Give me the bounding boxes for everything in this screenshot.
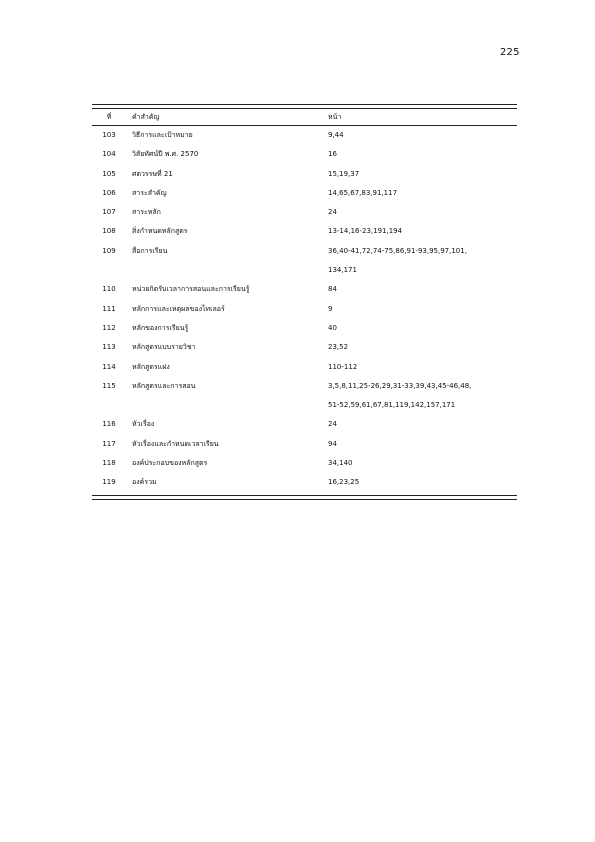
page-number: 225	[500, 47, 520, 58]
row-pages	[328, 338, 517, 357]
header-no: ที่	[106, 113, 112, 121]
row-term: หลักสูตรและการสอน	[132, 381, 196, 390]
row-pages-line: 23,52	[328, 343, 349, 352]
row-term: สาระสำคัญ	[132, 188, 167, 197]
table-row	[92, 435, 517, 454]
row-pages-line: 84	[328, 285, 337, 294]
table-row	[92, 473, 517, 492]
row-pages	[328, 454, 517, 473]
row-pages-line: 134,171	[328, 266, 357, 275]
row-number: 106	[102, 188, 116, 197]
row-term: หลักของการเรียนรู้	[132, 323, 189, 332]
row-pages-line: 14,65,67,83,91,117	[328, 188, 398, 197]
table-row	[92, 358, 517, 377]
row-pages-line: 34,140	[328, 459, 353, 468]
row-pages	[328, 319, 517, 338]
row-pages	[328, 435, 517, 454]
row-number: 114	[102, 362, 116, 371]
row-number: 113	[102, 343, 116, 352]
table-row	[92, 338, 517, 357]
row-pages	[328, 184, 517, 203]
row-pages-line: 16	[328, 150, 337, 159]
row-term: สื่อการเรียน	[132, 246, 168, 255]
row-number: 112	[102, 323, 116, 332]
row-term: องค์ประกอบของหลักสูตร	[132, 459, 208, 468]
row-pages	[328, 145, 517, 164]
header-pages: หน้า	[328, 113, 342, 121]
row-term: สิ่งกำหนดหลักสูตร	[132, 227, 188, 236]
table-row	[92, 184, 517, 203]
row-number: 116	[102, 420, 116, 429]
row-pages-line: 24	[328, 420, 337, 429]
row-pages-line: 15,19,37	[328, 169, 360, 178]
row-number: 118	[102, 459, 116, 468]
row-pages	[328, 377, 517, 416]
row-pages	[328, 222, 517, 241]
row-term: หน่วยกิตรับเวลาการสอนและการเรียนรู้	[132, 285, 250, 294]
row-number: 108	[102, 227, 116, 236]
row-number: 115	[102, 381, 116, 390]
row-term: หลักสูตรแฝง	[132, 362, 170, 371]
table-bottom-rule	[92, 495, 517, 500]
table-row	[92, 415, 517, 434]
row-pages-line: 9	[328, 304, 333, 313]
row-number: 119	[102, 478, 116, 487]
row-pages	[328, 280, 517, 299]
table-row	[92, 126, 517, 145]
table-row	[92, 300, 517, 319]
row-term: หลักการและเหตุผลของไทเลอร์	[132, 304, 225, 313]
table-row	[92, 377, 517, 416]
header-term: คำสำคัญ	[132, 113, 160, 121]
table-row	[92, 165, 517, 184]
row-number: 110	[102, 285, 116, 294]
row-term: ศตวรรษที่ 21	[132, 169, 173, 178]
row-pages-line: 3,5,8,11,25-26,29,31-33,39,43,45-46,48,	[328, 381, 472, 390]
index-table	[92, 104, 517, 500]
row-pages-line: 13-14,16-23,191,194	[328, 227, 403, 236]
row-number: 111	[102, 304, 116, 313]
row-term: วิสัยทัศน์ปี พ.ศ. 2570	[132, 150, 199, 159]
row-pages	[328, 415, 517, 434]
row-term: หัวเรื่องและกำหนดเวลาเรียน	[132, 439, 219, 448]
table-row	[92, 145, 517, 164]
row-number: 109	[102, 246, 116, 255]
row-term: องค์รวม	[132, 478, 157, 487]
table-header-row	[92, 109, 517, 125]
row-term: หัวเรื่อง	[132, 420, 155, 429]
table-row	[92, 242, 517, 281]
row-pages-line: 40	[328, 323, 337, 332]
row-pages-line: 9,44	[328, 131, 344, 139]
row-term: หลักสูตรแบบรายวิชา	[132, 343, 196, 352]
row-number: 117	[102, 439, 116, 448]
table-row	[92, 203, 517, 222]
table-row	[92, 280, 517, 299]
row-pages-line: 110-112	[328, 362, 358, 371]
row-number: 107	[102, 208, 116, 217]
row-pages-line: 24	[328, 208, 337, 217]
row-pages-line: 51-52,59,61,67,81,119,142,157,171	[328, 401, 456, 410]
table-row	[92, 222, 517, 241]
table-row	[92, 319, 517, 338]
row-number: 103	[102, 131, 116, 139]
row-pages	[328, 126, 517, 145]
row-pages	[328, 358, 517, 377]
row-pages	[328, 300, 517, 319]
row-pages	[328, 473, 517, 492]
row-number: 105	[102, 169, 116, 178]
table-body	[92, 126, 517, 493]
row-pages-line: 94	[328, 439, 337, 448]
row-term: วิธีการและเป้าหมาย	[132, 131, 193, 139]
row-term: สาระหลัก	[132, 208, 161, 217]
row-pages-line: 16,23,25	[328, 478, 360, 487]
row-pages	[328, 242, 517, 281]
row-pages-line: 36,40-41,72,74-75,86,91-93,95,97,101,	[328, 246, 467, 255]
table-row	[92, 454, 517, 473]
row-pages	[328, 165, 517, 184]
row-pages	[328, 203, 517, 222]
row-number: 104	[102, 150, 116, 159]
